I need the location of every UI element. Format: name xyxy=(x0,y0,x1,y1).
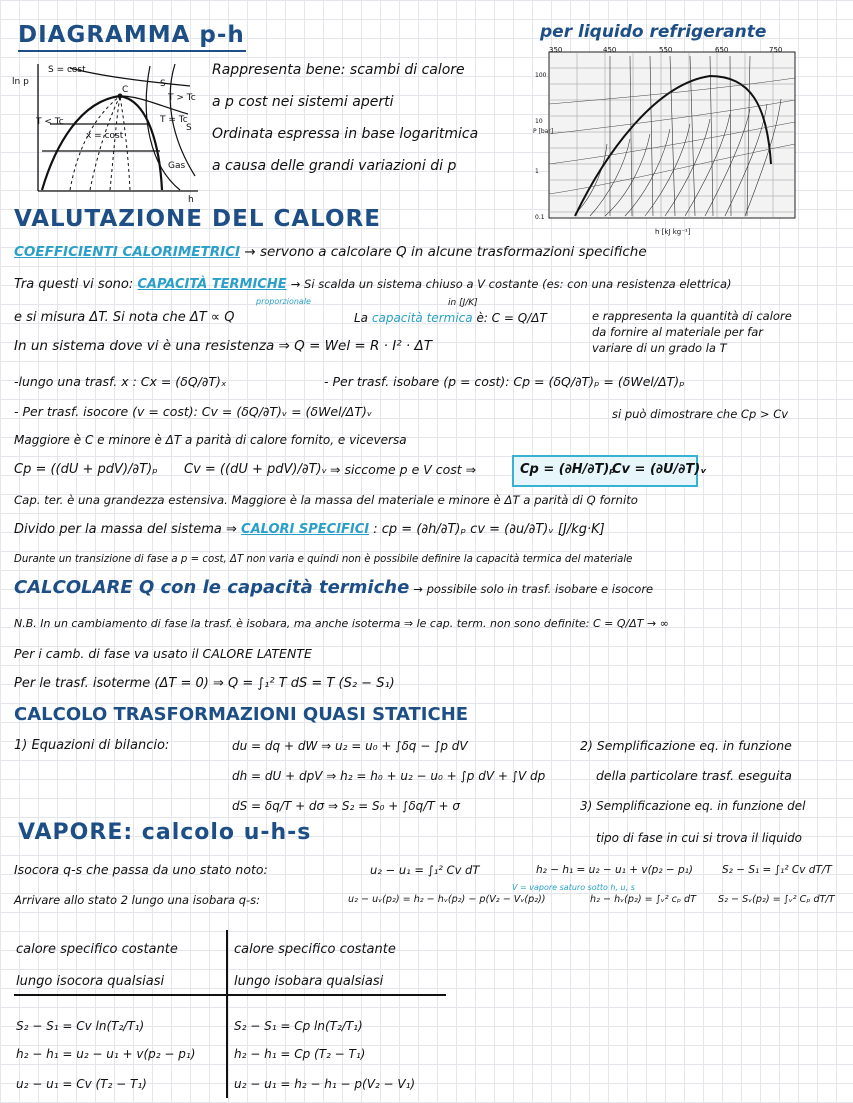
table-cell: h₂ − h₁ = Cp (T₂ − T₁) xyxy=(234,1047,366,1061)
cap-def-c3: variare di un grado la T xyxy=(592,341,727,355)
divide-text: Divido per la massa del sistema ⇒ xyxy=(14,522,237,537)
chart-tick: 10 xyxy=(535,118,543,125)
resistance-line: In un sistema dove vi è una resistenza ⇒ Q = Wel = R · I² · ΔT xyxy=(14,338,432,354)
cp-line: - Per trasf. isobare (p = cost): Cp = (δQ/∂T)ₚ = (δWel/ΔT)ₚ xyxy=(324,374,685,389)
cp-du-line: Cp = ((dU + pdV)/∂T)ₚ xyxy=(14,462,158,477)
specific-heats-formula: : cp = (∂h/∂T)ₚ cv = (∂u/∂T)ᵥ [J/kg·K] xyxy=(373,522,605,537)
divide-line xyxy=(14,522,605,538)
table-header-right: lungo isobara qualsiasi xyxy=(234,974,384,989)
coeff-text: → servono a calcolare Q in alcune trasformazioni specifiche xyxy=(244,244,647,260)
cap-def-line xyxy=(354,310,547,326)
cap-def-a: La xyxy=(354,311,369,325)
since-line: ⇒ siccome p e V cost ⇒ xyxy=(330,462,477,477)
specific-heats-label: CALORI SPECIFICI xyxy=(241,522,370,537)
cv-line: - Per trasf. isocore (v = cost): Cv = (δQ/∂T)ᵥ = (δWel/ΔT)ᵥ xyxy=(14,404,373,419)
table-header-right: calore specifico costante xyxy=(234,942,396,957)
nb-line: N.B. In un cambiamento di fase la trasf. è isobara, ma anche isoterma ⇒ le cap. term. non sono definite: C = Q/ΔT → ∞ xyxy=(14,617,669,630)
cp-gt-cv: si può dimostrare che Cp > Cv xyxy=(612,407,789,421)
refrigerant-subtitle: per liquido refrigerante xyxy=(540,22,767,42)
boxed-cp: Cp = (∂H/∂T)ₚ xyxy=(520,462,616,477)
diagram-label: x = cost xyxy=(86,131,124,141)
isocore-eq: u₂ − u₁ = ∫₁² Cv dT xyxy=(370,863,480,877)
diagram-label: T > Tc xyxy=(168,93,196,103)
section-title-valutazione: VALUTAZIONE DEL CALORE xyxy=(14,206,381,232)
chart-tick: 1 xyxy=(535,168,539,175)
diagram-label: Gas xyxy=(168,161,186,171)
table-horizontal-divider xyxy=(14,994,446,996)
cap-def-b: è: C = Q/ΔT xyxy=(476,311,547,325)
isobar-eq: h₂ − hᵥ(p₂) = ∫ᵥ² cₚ dT xyxy=(590,894,696,905)
greater-c-line: Maggiore è C e minore è ΔT a parità di calore fornito, e viceversa xyxy=(14,433,407,447)
vapor-note: V = vapore saturo sotto h, u, s xyxy=(512,883,635,892)
step2-line: della particolare trasf. eseguita xyxy=(596,768,792,783)
isobar-eq: u₂ − uᵥ(p₂) = h₂ − hᵥ(p₂) − p(V₂ − Vᵥ(p₂)) xyxy=(348,894,546,905)
chart-tick: 750 xyxy=(769,46,783,54)
step3-line: 3) Semplificazione eq. in funzione del xyxy=(580,799,806,813)
axis-y-label: ln p xyxy=(12,77,29,87)
section2-note: → possibile solo in trasf. isobare e isocore xyxy=(413,582,654,596)
refrigerant-chart xyxy=(535,44,805,240)
cap-intro: Tra questi vi sono: xyxy=(14,277,134,292)
diagram-label: S xyxy=(186,123,192,133)
cx-line: -lungo una trasf. x : Cx = (δQ/∂T)ₓ xyxy=(14,374,227,389)
chart-tick: 450 xyxy=(603,46,617,54)
extensive-line: Cap. ter. è una grandezza estensiva. Maggiore è la massa del materiale e minore è ΔT a parità di Q fornito xyxy=(14,493,638,507)
isobar-line: Arrivare allo stato 2 lungo una isobara q-s: xyxy=(14,893,261,907)
cap-def-c2: da fornire al materiale per far xyxy=(592,325,763,339)
page-title: DIAGRAMMA p-h xyxy=(18,22,245,48)
table-cell: h₂ − h₁ = u₂ − u₁ + v(p₂ − p₁) xyxy=(16,1047,196,1061)
diagram-label: C xyxy=(122,85,129,95)
balance-eq: dh = dU + dpV ⇒ h₂ = h₀ + u₂ − u₀ + ∫p dV + ∫V dp xyxy=(232,769,546,783)
chart-ylabel: P [bar] xyxy=(533,128,554,135)
section-title-calcolo: CALCOLO TRASFORMAZIONI QUASI STATICHE xyxy=(14,704,469,725)
coeff-label: COEFFICIENTI CALORIMETRICI xyxy=(14,244,241,260)
isobar-eq: S₂ − Sᵥ(p₂) = ∫ᵥ² Cₚ dT/T xyxy=(718,894,835,905)
section2-line xyxy=(14,577,654,598)
chart-tick: 650 xyxy=(715,46,729,54)
diagram-label: T = Tc xyxy=(160,115,188,125)
chart-tick: 350 xyxy=(549,46,563,54)
chart-xlabel: h [kJ kg⁻¹] xyxy=(655,228,691,236)
title-underline xyxy=(18,50,246,52)
table-vertical-divider xyxy=(226,930,228,1098)
measure-line: e si misura ΔT. Si nota che ΔT ∝ Q xyxy=(14,310,235,325)
chart-tick: 100 xyxy=(535,72,547,79)
table-header-left: calore specifico costante xyxy=(16,942,178,957)
chart-tick: 0.1 xyxy=(535,214,545,221)
proportional-note: proporzionale xyxy=(256,297,311,306)
unit-note: in [J/K] xyxy=(448,298,478,308)
axis-x-label: h xyxy=(188,195,194,205)
intro-line: a p cost nei sistemi aperti xyxy=(212,94,394,110)
table-cell: S₂ − S₁ = Cp ln(T₂/T₁) xyxy=(234,1019,363,1033)
cap-term-line xyxy=(14,276,732,293)
phase-change-line: Durante un transizione di fase a p = cost, ΔT non varia e quindi non è possibile definire la capacità termica del materiale xyxy=(14,554,633,565)
cap-def-label: capacità termica xyxy=(371,311,473,325)
step3-line: tipo di fase in cui si trova il liquido xyxy=(596,831,803,845)
diagram-label: S xyxy=(160,79,166,89)
section-title-vapore: VAPORE: calcolo u-h-s xyxy=(18,820,312,845)
step2-line: 2) Semplificazione eq. in funzione xyxy=(580,738,792,753)
chart-tick: 550 xyxy=(659,46,673,54)
table-cell: u₂ − u₁ = h₂ − h₁ − p(V₂ − V₁) xyxy=(234,1077,416,1091)
balance-eq: dS = δq/T + dσ ⇒ S₂ = S₀ + ∫δq/T + σ xyxy=(232,799,460,813)
intro-line: Ordinata espressa in base logaritmica xyxy=(212,126,479,142)
isocore-line: Isocora q-s che passa da uno stato noto: xyxy=(14,862,268,877)
balance-label: 1) Equazioni di bilancio: xyxy=(14,738,170,753)
intro-line: Rappresenta bene: scambi di calore xyxy=(212,62,465,78)
intro-line: a causa delle grandi variazioni di p xyxy=(212,158,457,174)
table-cell: S₂ − S₁ = Cv ln(T₂/T₁) xyxy=(16,1019,145,1033)
balance-eq: du = dq + dW ⇒ u₂ = u₀ + ∫δq − ∫p dV xyxy=(232,739,468,753)
cap-def-c1: e rappresenta la quantità di calore xyxy=(592,309,792,323)
table-cell: u₂ − u₁ = Cv (T₂ − T₁) xyxy=(16,1077,147,1091)
isotherm-line: Per le trasf. isoterme (ΔT = 0) ⇒ Q = ∫₁² T dS = T (S₂ − S₁) xyxy=(14,676,395,691)
cap-term-text: → Si scalda un sistema chiuso a V costante (es: con una resistenza elettrica) xyxy=(290,277,732,291)
cv-du-line: Cv = ((dU + pdV)/∂T)ᵥ xyxy=(184,462,327,477)
table-header-left: lungo isocora qualsiasi xyxy=(16,974,165,989)
cap-term-label: CAPACITÀ TERMICHE xyxy=(137,277,287,292)
isocore-eq: S₂ − S₁ = ∫₁² Cv dT/T xyxy=(722,864,832,876)
latent-line: Per i camb. di fase va usato il CALORE LATENTE xyxy=(14,646,312,661)
diagram-label: T < Tc xyxy=(36,117,64,127)
diagram-label: S = cost xyxy=(48,65,86,75)
isocore-eq: h₂ − h₁ = u₂ − u₁ + v(p₂ − p₁) xyxy=(536,864,693,876)
boxed-cv: Cv = (∂U/∂T)ᵥ xyxy=(612,462,707,477)
coeff-line xyxy=(14,244,647,260)
small-ph-diagram xyxy=(10,56,200,206)
section-title-calcolare: CALCOLARE Q con le capacità termiche xyxy=(14,577,410,598)
